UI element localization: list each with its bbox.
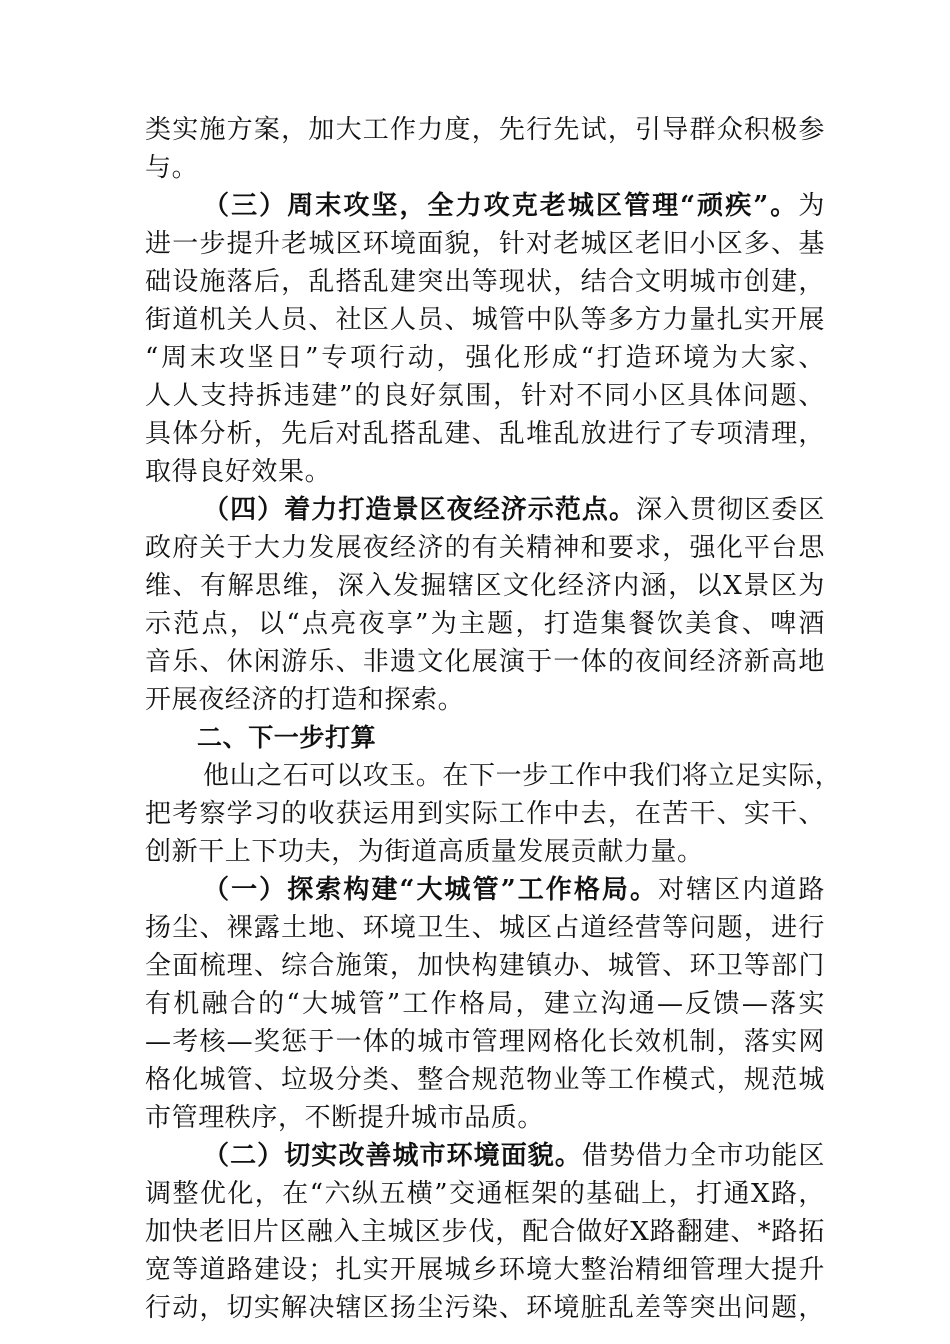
text-run: 对辖区内道路 xyxy=(658,875,825,905)
text-line: 进一步提升老城区环境面貌，针对老城区老旧小区多、基 xyxy=(145,229,825,259)
paragraph-4-first-line xyxy=(145,491,825,529)
text-line: 人人支持拆违建”的良好氛围，针对不同小区具体问题、 xyxy=(145,381,825,411)
text-line: 宽等道路建设；扎实开展城乡环境大整治精细管理大提升 xyxy=(145,1255,825,1285)
section-2-title: 二、下一步打算 xyxy=(197,723,377,752)
text-line: 全面梳理、综合施策，加快构建镇办、城管、环卫等部门 xyxy=(145,951,825,981)
text-line: 开展夜经济的打造和探索。 xyxy=(145,685,465,715)
paragraph-3-heading: （三）周末攻坚，全力攻克老城区管理“顽疾”。 xyxy=(203,191,799,221)
text-line: 他山之石可以攻玉。在下一步工作中我们将立足实际， xyxy=(203,761,842,791)
text-line: 础设施落后，乱搭乱建突出等现状，结合文明城市创建， xyxy=(145,267,825,297)
text-line: 与。 xyxy=(145,153,199,183)
text-line: —考核—奖惩于一体的城市管理网格化长效机制，落实网 xyxy=(145,1027,825,1057)
subsection-1-first-line xyxy=(145,871,825,909)
text-line: 示范点，以“点亮夜享”为主题，打造集餐饮美食、啤酒 xyxy=(145,609,825,639)
subsection-2-first-line xyxy=(145,1137,825,1175)
paragraph-3-first-line xyxy=(145,187,825,225)
text-run: 为 xyxy=(798,191,825,221)
text-line: 街道机关人员、社区人员、城管中队等多方力量扎实开展 xyxy=(145,305,825,335)
subsection-2-heading: （二）切实改善城市环境面貌。 xyxy=(203,1141,582,1171)
text-line: 把考察学习的收获运用到实际工作中去，在苦干、实干、 xyxy=(145,799,825,829)
text-run: 借势借力全市功能区 xyxy=(581,1141,825,1171)
text-line: 扬尘、裸露土地、环境卫生、城区占道经营等问题，进行 xyxy=(145,913,825,943)
text-line: 类实施方案，加大工作力度，先行先试，引导群众积极参 xyxy=(145,115,825,145)
paragraph-4-heading: （四）着力打造景区夜经济示范点。 xyxy=(203,495,637,525)
text-line: 加快老旧片区融入主城区步伐，配合做好X路翻建、*路拓 xyxy=(145,1217,825,1247)
text-line: 格化城管、垃圾分类、整合规范物业等工作模式，规范城 xyxy=(145,1065,825,1095)
text-line: 调整优化，在“六纵五横”交通框架的基础上，打通X路， xyxy=(145,1179,825,1209)
text-run: 深入贯彻区委区 xyxy=(636,495,825,525)
text-line: 维、有解思维，深入发掘辖区文化经济内涵，以X景区为 xyxy=(145,571,825,601)
document-page xyxy=(145,111,842,1327)
text-line: 音乐、休闲游乐、非遗文化展演于一体的夜间经济新高地 xyxy=(145,647,825,677)
text-line: “周末攻坚日”专项行动，强化形成“打造环境为大家、 xyxy=(145,343,825,373)
subsection-1-heading: （一）探索构建“大城管”工作格局。 xyxy=(203,875,659,905)
text-line: 取得良好效果。 xyxy=(145,457,332,487)
text-line: 行动，切实解决辖区扬尘污染、环境脏乱差等突出问题， xyxy=(145,1293,825,1323)
text-line: 有机融合的“大城管”工作格局，建立沟通—反馈—落实 xyxy=(145,989,825,1019)
text-line: 政府关于大力发展夜经济的有关精神和要求，强化平台思 xyxy=(145,533,825,563)
text-line: 具体分析，先后对乱搭乱建、乱堆乱放进行了专项清理， xyxy=(145,419,825,449)
text-line: 创新干上下功夫，为街道高质量发展贡献力量。 xyxy=(145,837,704,867)
text-line: 市管理秩序，不断提升城市品质。 xyxy=(145,1103,545,1133)
